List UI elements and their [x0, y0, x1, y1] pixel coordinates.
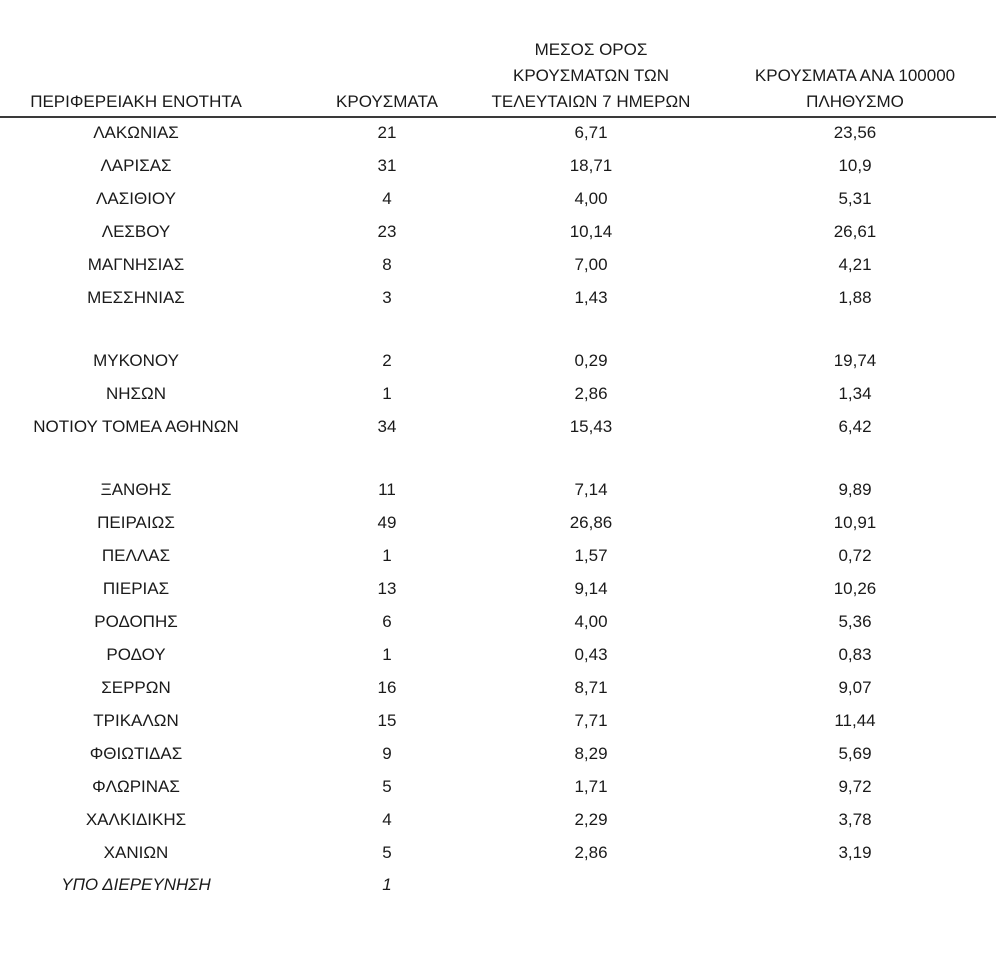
cases-cell: 49	[377, 513, 397, 532]
region-cell: ΦΘΙΩΤΙΔΑΣ	[89, 744, 183, 763]
table-row	[0, 673, 1000, 703]
cases-cell: 2	[382, 351, 392, 370]
cases-cell: 6	[382, 612, 392, 631]
avg-7-days-cell: 2,29	[574, 810, 608, 829]
region-cell: ΝΟΤΙΟΥ ΤΟΜΕΑ ΑΘΗΝΩΝ	[33, 417, 239, 436]
avg-7-days-cell: 7,71	[574, 711, 608, 730]
avg-7-days-cell: 2,86	[574, 843, 608, 862]
avg-7-days-cell: 7,14	[574, 480, 608, 499]
table-row	[0, 706, 1000, 736]
avg-7-days-cell: 7,00	[574, 255, 608, 274]
avg-7-days-cell: 1,43	[574, 288, 608, 307]
per-100000-cell: 9,89	[838, 480, 872, 499]
table-row	[0, 772, 1000, 802]
avg-7-days-cell: 0,29	[574, 351, 608, 370]
per-100000-cell: 0,72	[838, 546, 872, 565]
header-cases	[318, 89, 456, 115]
region-cell: ΡΟΔΟΠΗΣ	[94, 612, 178, 631]
avg-7-days-cell: 8,71	[574, 678, 608, 697]
per-100000-cell: 0,83	[838, 645, 872, 664]
cases-cell: 15	[377, 711, 397, 730]
header-region	[8, 89, 264, 115]
header-line: ΠΕΡΙΦΕΡΕΙΑΚΗ ΕΝΟΤΗΤΑ	[30, 92, 242, 111]
per-100000-cell: 1,34	[838, 384, 872, 403]
per-100000-cell: 5,36	[838, 612, 872, 631]
region-cell: ΡΟΔΟΥ	[106, 645, 166, 664]
per-100000-cell: 19,74	[833, 351, 877, 370]
per-100000-cell: 10,91	[833, 513, 877, 532]
per-100000-cell: 3,19	[838, 843, 872, 862]
region-cell: ΧΑΛΚΙΔΙΚΗΣ	[85, 810, 187, 829]
avg-7-days-cell: 15,43	[569, 417, 613, 436]
cases-cell: 5	[382, 777, 392, 796]
region-cell: ΠΕΙΡΑΙΩΣ	[97, 513, 175, 532]
table-row	[0, 541, 1000, 571]
region-cell: ΧΑΝΙΩΝ	[103, 843, 169, 862]
cases-cell: 31	[377, 156, 397, 175]
table-row	[0, 379, 1000, 409]
per-100000-cell: 1,88	[838, 288, 872, 307]
region-cell: ΤΡΙΚΑΛΩΝ	[93, 711, 179, 730]
header-line: ΠΛΗΘΥΣΜΟ	[806, 92, 904, 111]
region-cell: ΥΠΟ ΔΙΕΡΕΥΝΗΣΗ	[61, 875, 211, 894]
cases-cell: 3	[382, 288, 392, 307]
per-100000-cell: 23,56	[833, 123, 877, 142]
region-cell: ΜΑΓΝΗΣΙΑΣ	[87, 255, 185, 274]
per-100000-cell: 9,72	[838, 777, 872, 796]
header-line: ΜΕΣΟΣ ΟΡΟΣ	[534, 40, 648, 59]
table-row	[0, 508, 1000, 538]
cases-cell: 8	[382, 255, 392, 274]
avg-7-days-cell: 10,14	[569, 222, 613, 241]
table-row	[0, 805, 1000, 835]
table-row	[0, 217, 1000, 247]
region-cell: ΣΕΡΡΩΝ	[101, 678, 171, 697]
per-100000-cell: 26,61	[833, 222, 877, 241]
avg-7-days-cell: 4,00	[574, 612, 608, 631]
table-row	[0, 640, 1000, 670]
cases-cell: 16	[377, 678, 397, 697]
avg-7-days-cell: 2,86	[574, 384, 608, 403]
cases-cell: 1	[382, 875, 392, 894]
cases-cell: 4	[382, 189, 392, 208]
avg-7-days-cell: 9,14	[574, 579, 608, 598]
region-cell: ΜΕΣΣΗΝΙΑΣ	[87, 288, 185, 307]
region-cell: ΦΛΩΡΙΝΑΣ	[92, 777, 180, 796]
header-line: ΤΕΛΕΥΤΑΙΩΝ 7 ΗΜΕΡΩΝ	[491, 92, 691, 111]
per-100000-cell: 3,78	[838, 810, 872, 829]
region-cell: ΛΑΣΙΘΙΟΥ	[96, 189, 176, 208]
table-row	[0, 283, 1000, 313]
avg-7-days-cell: 18,71	[569, 156, 613, 175]
per-100000-cell: 9,07	[838, 678, 872, 697]
cases-cell: 9	[382, 744, 392, 763]
cases-cell: 11	[378, 480, 396, 499]
cases-cell: 34	[377, 417, 397, 436]
table-row	[0, 346, 1000, 376]
avg-7-days-cell: 1,57	[574, 546, 608, 565]
table-row	[0, 412, 1000, 442]
per-100000-cell: 5,31	[838, 189, 872, 208]
table-row	[0, 151, 1000, 181]
table-row	[0, 250, 1000, 280]
table-row	[0, 607, 1000, 637]
table-row	[0, 118, 1000, 148]
header-line: ΚΡΟΥΣΜΑΤΩΝ ΤΩΝ	[513, 66, 669, 85]
avg-7-days-cell: 0,43	[574, 645, 608, 664]
region-cell: ΜΥΚΟΝΟΥ	[93, 351, 179, 370]
cases-cell: 5	[382, 843, 392, 862]
region-cell: ΛΕΣΒΟΥ	[101, 222, 171, 241]
table-row	[0, 475, 1000, 505]
avg-7-days-cell: 8,29	[574, 744, 608, 763]
table-row	[0, 838, 1000, 868]
cases-cell: 13	[377, 579, 397, 598]
cases-cell: 23	[377, 222, 397, 241]
cases-cell: 1	[382, 384, 392, 403]
region-cell: ΛΑΚΩΝΙΑΣ	[93, 123, 179, 142]
table-row	[0, 870, 1000, 900]
table-row	[0, 739, 1000, 769]
region-cell: ΛΑΡΙΣΑΣ	[100, 156, 172, 175]
avg-7-days-cell: 26,86	[569, 513, 613, 532]
region-cell: ΝΗΣΩΝ	[105, 384, 167, 403]
per-100000-cell: 6,42	[838, 417, 872, 436]
region-cell: ΠΕΛΛΑΣ	[101, 546, 171, 565]
table-row	[0, 184, 1000, 214]
region-cell: ΠΙΕΡΙΑΣ	[102, 579, 170, 598]
cases-cell: 1	[382, 546, 392, 565]
table-row	[0, 574, 1000, 604]
header-line: ΚΡΟΥΣΜΑΤΑ ΑΝΑ 100000	[754, 66, 956, 85]
cases-cell: 4	[382, 810, 392, 829]
region-cell: ΞΑΝΘΗΣ	[100, 480, 172, 499]
header-cases-per-100000	[728, 63, 982, 115]
cases-cell: 21	[377, 123, 397, 142]
per-100000-cell: 4,21	[838, 255, 872, 274]
per-100000-cell: 5,69	[838, 744, 872, 763]
per-100000-cell: 10,26	[833, 579, 877, 598]
per-100000-cell: 11,44	[834, 711, 876, 730]
avg-7-days-cell: 4,00	[574, 189, 608, 208]
header-avg-7-days	[478, 37, 704, 115]
per-100000-cell: 10,9	[838, 156, 872, 175]
header-line: ΚΡΟΥΣΜΑΤΑ	[336, 92, 438, 111]
cases-cell: 1	[382, 645, 392, 664]
avg-7-days-cell: 1,71	[574, 777, 608, 796]
avg-7-days-cell: 6,71	[574, 123, 608, 142]
